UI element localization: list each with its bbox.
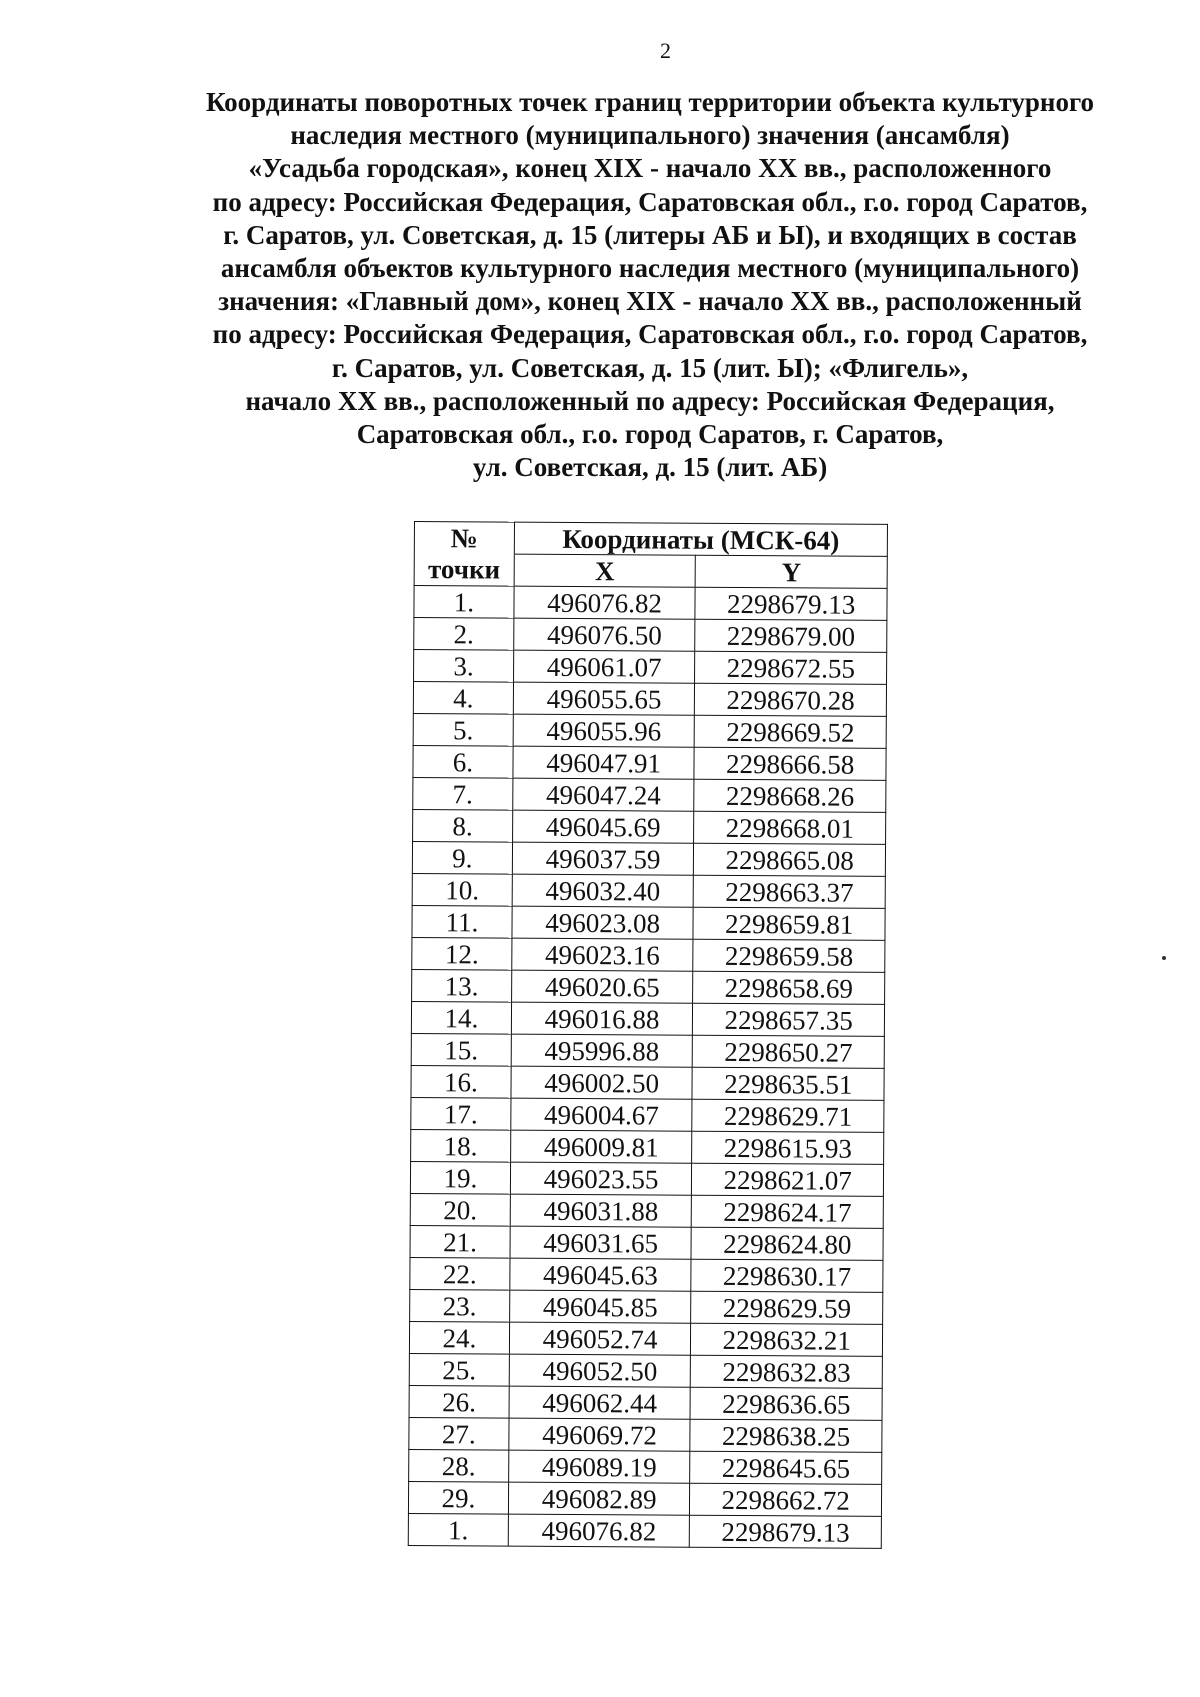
- table-row: [413, 809, 886, 844]
- x-coordinate-cell: 496061.07: [513, 650, 695, 683]
- y-coordinate-cell: 2298615.93: [692, 1131, 884, 1164]
- table-row: [411, 1001, 884, 1036]
- point-number-cell: 17.: [411, 1097, 511, 1130]
- table-row: [410, 1289, 883, 1324]
- x-coordinate-cell: 496023.55: [510, 1162, 692, 1195]
- point-number-cell: 7.: [413, 777, 513, 810]
- y-coordinate-cell: 2298670.28: [695, 683, 887, 716]
- heading-line: по адресу: Российская Федерация, Саратовская обл., г.о. город Саратов,: [212, 186, 1088, 217]
- table-row: [413, 713, 886, 748]
- point-number-cell: 13.: [412, 969, 512, 1002]
- y-column-header: Y: [695, 555, 887, 588]
- y-coordinate-cell: 2298657.35: [693, 1003, 885, 1036]
- y-coordinate-cell: 2298679.13: [695, 587, 887, 620]
- y-coordinate-cell: 2298679.00: [695, 619, 887, 652]
- table-row: [412, 937, 885, 972]
- x-coordinate-cell: 496076.82: [508, 1514, 690, 1547]
- table-row: [410, 1257, 883, 1292]
- point-number-cell: 26.: [409, 1385, 509, 1418]
- table-row: [409, 1353, 882, 1388]
- x-coordinate-cell: 496055.96: [513, 714, 695, 747]
- y-coordinate-cell: 2298659.58: [693, 939, 885, 972]
- y-coordinate-cell: 2298665.08: [694, 843, 886, 876]
- y-coordinate-cell: 2298624.80: [691, 1227, 883, 1260]
- x-coordinate-cell: 496031.65: [510, 1226, 692, 1259]
- x-coordinate-cell: 496052.74: [509, 1322, 691, 1355]
- x-coordinate-cell: 496076.50: [514, 618, 696, 651]
- heading-line: по адресу: Российская Федерация, Саратовская обл., г.о. город Саратов,: [212, 319, 1088, 350]
- point-number-cell: 19.: [410, 1161, 510, 1194]
- point-number-cell: 28.: [409, 1449, 509, 1482]
- y-coordinate-cell: 2298662.72: [690, 1483, 882, 1516]
- x-coordinate-cell: 496047.91: [513, 746, 695, 779]
- x-coordinate-cell: 496016.88: [511, 1002, 693, 1035]
- point-number-cell: 3.: [414, 650, 514, 683]
- table-row: [412, 969, 885, 1004]
- point-number-cell: 12.: [412, 937, 512, 970]
- point-number-cell: 23.: [410, 1289, 510, 1322]
- page-number: 2: [660, 38, 671, 63]
- point-number-cell: 20.: [410, 1193, 510, 1226]
- point-number-cell: 21.: [410, 1225, 510, 1258]
- y-coordinate-cell: 2298663.37: [694, 875, 886, 908]
- table-row: [414, 618, 887, 653]
- table-row: [409, 1417, 882, 1452]
- y-coordinate-cell: 2298629.59: [691, 1291, 883, 1324]
- y-coordinate-cell: 2298650.27: [693, 1035, 885, 1068]
- point-number-cell: 24.: [409, 1321, 509, 1354]
- table-row: [414, 586, 887, 621]
- y-coordinate-cell: 2298638.25: [690, 1419, 882, 1452]
- table-row: [409, 1321, 882, 1356]
- y-coordinate-cell: 2298659.81: [693, 907, 885, 940]
- x-coordinate-cell: 496045.85: [509, 1290, 691, 1323]
- y-coordinate-cell: 2298668.26: [694, 779, 886, 812]
- point-number-cell: 2.: [414, 618, 514, 651]
- point-number-cell: 16.: [411, 1065, 511, 1098]
- y-coordinate-cell: 2298666.58: [694, 747, 886, 780]
- point-number-cell: 18.: [411, 1129, 511, 1162]
- x-coordinate-cell: 495996.88: [511, 1034, 693, 1067]
- point-number-cell: 9.: [412, 841, 512, 874]
- point-number-cell: 11.: [412, 905, 512, 938]
- table-row: [413, 682, 886, 717]
- point-number-cell: 14.: [411, 1001, 511, 1034]
- y-coordinate-cell: 2298658.69: [693, 971, 885, 1004]
- heading-line: ансамбля объектов культурного наследия местного (муниципального): [220, 253, 1080, 284]
- point-number-cell: 10.: [412, 873, 512, 906]
- x-coordinate-cell: 496002.50: [511, 1066, 693, 1099]
- y-coordinate-cell: 2298679.13: [690, 1515, 882, 1548]
- table-row: [409, 1385, 882, 1420]
- x-coordinate-cell: 496069.72: [509, 1418, 691, 1451]
- table-row: [411, 1097, 884, 1132]
- point-number-header-line1: №: [450, 522, 478, 554]
- x-coordinate-cell: 496052.50: [509, 1354, 691, 1387]
- table-row: [412, 841, 885, 876]
- x-coordinate-cell: 496076.82: [514, 586, 696, 619]
- heading-line: Координаты поворотных точек границ территории объекта культурного: [205, 87, 1095, 117]
- heading-line: начало XX вв., расположенный по адресу: Российская Федерация,: [245, 385, 1055, 416]
- heading-line: значения: «Главный дом», конец XIX - начало XX вв., расположенный: [218, 286, 1082, 317]
- heading-line: г. Саратов, ул. Советская, д. 15 (лит. Ы); «Флигель»,: [331, 352, 969, 383]
- table-row: [410, 1161, 883, 1196]
- y-coordinate-cell: 2298632.21: [691, 1323, 883, 1356]
- point-number-cell: 8.: [413, 809, 513, 842]
- point-number-cell: 25.: [409, 1353, 509, 1386]
- x-coordinate-cell: 496023.08: [512, 906, 694, 939]
- point-number-cell: 5.: [413, 713, 513, 746]
- table-row: [410, 1225, 883, 1260]
- y-coordinate-cell: 2298668.01: [694, 811, 886, 844]
- heading-line: Саратовская обл., г.о. город Саратов, г. Саратов,: [356, 419, 944, 450]
- point-number-cell: 15.: [411, 1033, 511, 1066]
- scan-speck: [1162, 956, 1166, 960]
- table-row: [409, 1449, 882, 1484]
- x-coordinate-cell: 496055.65: [513, 682, 695, 715]
- point-number-cell: 27.: [409, 1417, 509, 1450]
- table-row: [411, 1033, 884, 1068]
- y-coordinate-cell: 2298632.83: [691, 1355, 883, 1388]
- table-row: [410, 1193, 883, 1228]
- table-header-row: [414, 522, 887, 557]
- point-number-cell: 1.: [414, 586, 514, 619]
- x-column-header: X: [514, 554, 696, 587]
- x-coordinate-cell: 496089.19: [508, 1450, 690, 1483]
- point-number-cell: 29.: [408, 1481, 508, 1514]
- y-coordinate-cell: 2298636.65: [690, 1387, 882, 1420]
- y-coordinate-cell: 2298621.07: [692, 1163, 884, 1196]
- point-number-header-continued: [414, 554, 514, 587]
- x-coordinate-cell: 496004.67: [511, 1098, 693, 1131]
- x-coordinate-cell: 496047.24: [513, 778, 695, 811]
- coordinates-table: [408, 521, 888, 1549]
- point-number-cell: 22.: [410, 1257, 510, 1290]
- table-row: [408, 1513, 881, 1548]
- x-coordinate-cell: 496062.44: [509, 1386, 691, 1419]
- document-heading: [180, 86, 1120, 484]
- table-row: [413, 777, 886, 812]
- y-coordinate-cell: 2298669.52: [694, 715, 886, 748]
- coordinates-table-body: [408, 586, 887, 1549]
- table-row: [414, 650, 887, 685]
- point-number-cell: 4.: [413, 682, 513, 715]
- coordinates-system-header: Координаты (МСК-64): [514, 522, 887, 556]
- table-row: [411, 1129, 884, 1164]
- x-coordinate-cell: 496032.40: [512, 874, 694, 907]
- y-coordinate-cell: 2298629.71: [692, 1099, 884, 1132]
- point-number-header-line2: точки: [427, 554, 501, 585]
- x-coordinate-cell: 496037.59: [512, 842, 694, 875]
- heading-line: наследия местного (муниципального) значения (ансамбля): [290, 120, 1010, 151]
- x-coordinate-cell: 496009.81: [510, 1130, 692, 1163]
- x-coordinate-cell: 496045.69: [512, 810, 694, 843]
- y-coordinate-cell: 2298672.55: [695, 651, 887, 684]
- point-number-header: [414, 522, 514, 555]
- x-coordinate-cell: 496045.63: [510, 1258, 692, 1291]
- table-row: [411, 1065, 884, 1100]
- table-row: [413, 745, 886, 780]
- y-coordinate-cell: 2298635.51: [692, 1067, 884, 1100]
- table-row: [408, 1481, 881, 1516]
- y-coordinate-cell: 2298624.17: [692, 1195, 884, 1228]
- x-coordinate-cell: 496020.65: [511, 970, 693, 1003]
- y-coordinate-cell: 2298630.17: [691, 1259, 883, 1292]
- heading-line: ул. Советская, д. 15 (лит. АБ): [472, 452, 828, 483]
- point-number-cell: 6.: [413, 745, 513, 778]
- x-coordinate-cell: 496023.16: [512, 938, 694, 971]
- point-number-cell: 1.: [408, 1513, 508, 1546]
- heading-line: «Усадьба городская», конец XIX - начало XX вв., расположенного: [248, 153, 1052, 184]
- x-coordinate-cell: 496031.88: [510, 1194, 692, 1227]
- heading-line: г. Саратов, ул. Советская, д. 15 (литеры АБ и Ы), и входящих в состав: [223, 219, 1077, 250]
- x-coordinate-cell: 496082.89: [508, 1482, 690, 1515]
- table-subheader-row: [414, 554, 887, 589]
- table-row: [412, 905, 885, 940]
- table-row: [412, 873, 885, 908]
- y-coordinate-cell: 2298645.65: [690, 1451, 882, 1484]
